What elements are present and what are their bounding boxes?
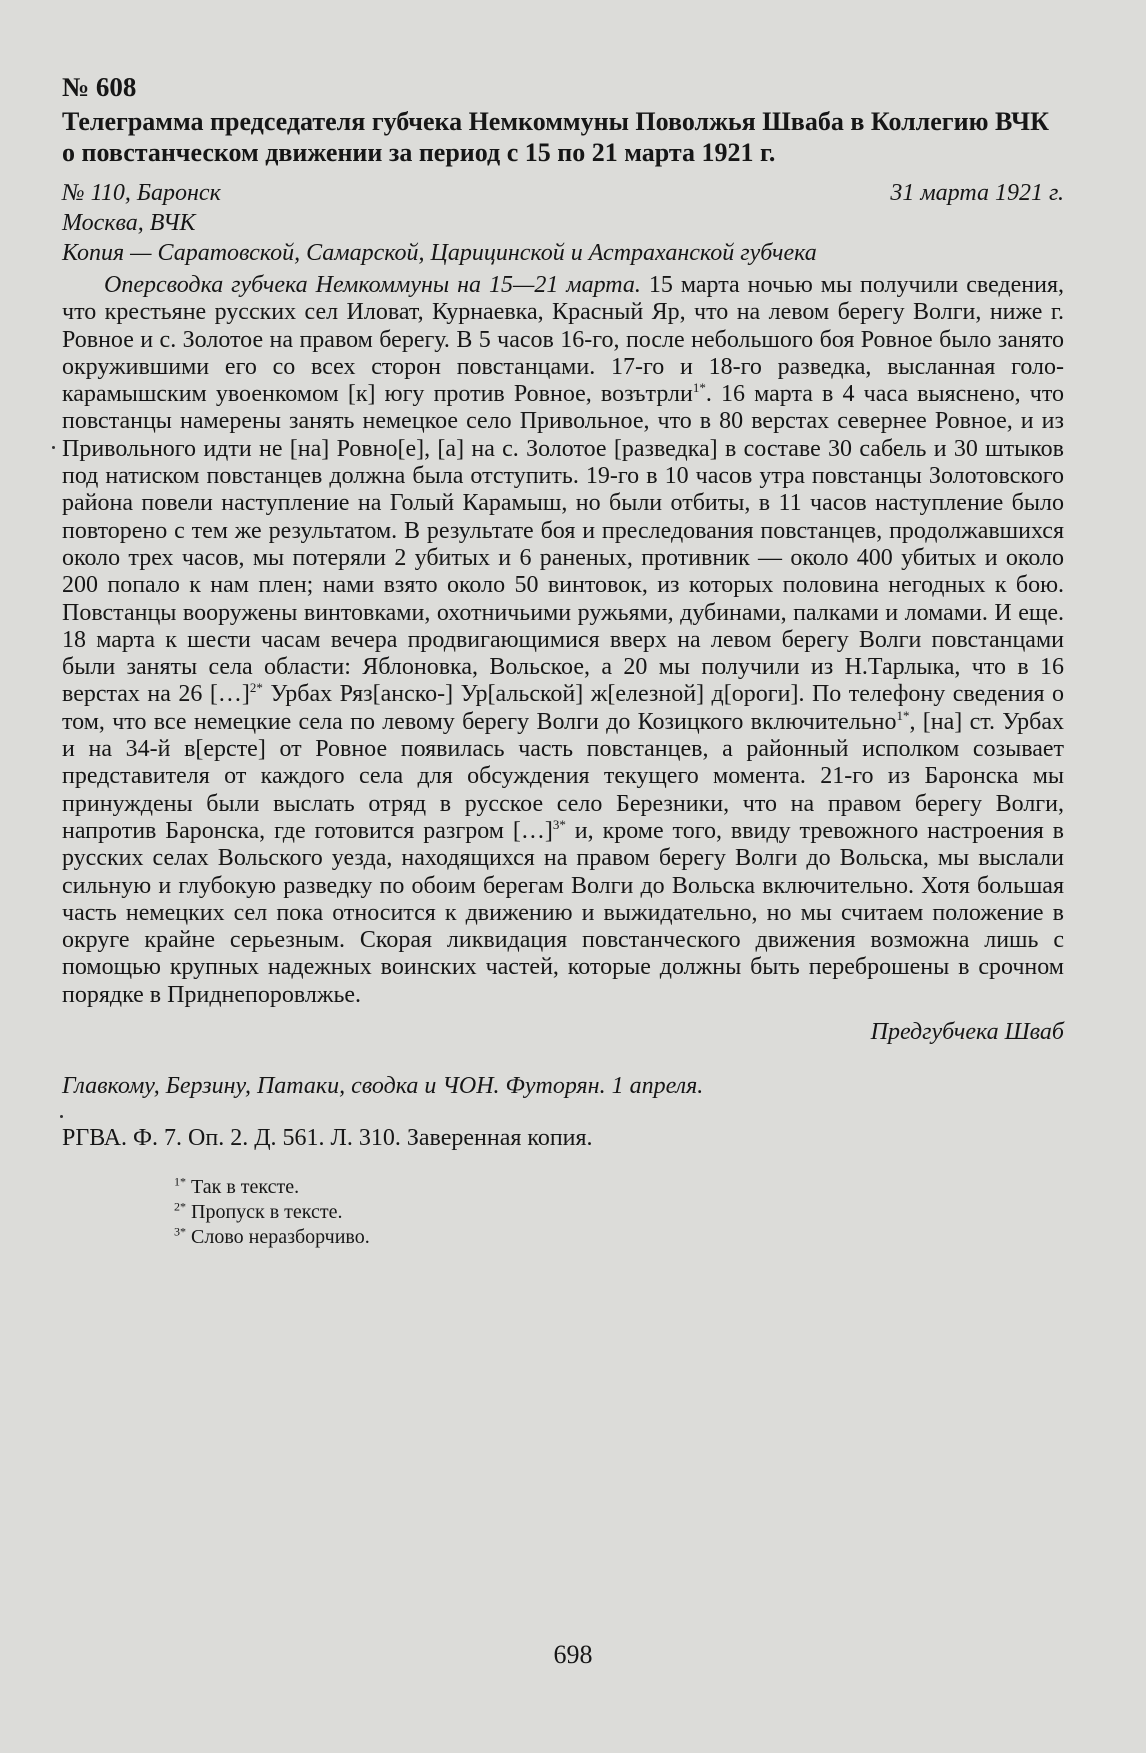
footnote-ref-1: 1* — [692, 380, 706, 396]
footnote-mark: 3* — [174, 1224, 186, 1239]
footnote-ref-3: 1* — [896, 707, 910, 723]
footnote — [174, 1225, 1064, 1250]
document-date: 31 марта 1921 г. — [890, 180, 1064, 206]
footnote-mark: 1* — [174, 1174, 186, 1189]
document-meta-row — [62, 178, 1064, 208]
document-body — [62, 272, 1064, 1009]
document-copy-to: Копия — Саратовской, Самарской, Царицинской и Астраханской губчека — [62, 240, 817, 266]
footnote-text: Слово неразборчиво. — [186, 1226, 370, 1249]
body-part-3: Урбах Ряз[анско-] Ур[альской] ж[елезной] д[ороги]. По телефону сведения о том, что все немецкие села по левому берегу Волги до Козицкого включительно — [62, 681, 1064, 735]
footnote-text: Так в тексте. — [186, 1176, 300, 1199]
footnote-text: Пропуск в тексте. — [186, 1201, 343, 1224]
body-part-2: . 16 марта в 4 часа выяснено, что повстанцы намерены занять немецкое село Привольное, что в 80 верстах севернее Ровное, и из Привольного идти не [на] Ровно[е], [а] на с. Золотое [разведка] в составе 30 сабель и 30 штыков под натиском повстанцев должна была отступить. 19-го в 10 часов утра повстанцы Золотовского района повели наступление на Голый Карамыш, но были отбиты, в 11 часов наступление было повторено с тем же результатом. В результате боя и преследования повстанцев, продолжавшихся около трех часов, мы потеряли 2 убитых и 6 раненых, противник — около 400 убитых и около 200 попало к нам плен; нами взято около 50 винтовок, из которых половина негодных к бою. Повстанцы вооружены винтовками, охотничьими ружьями, дубинами, палками и ломами. И еще. 18 марта к шести часам вечера продвигающимися вверх на левом берегу Волги повстанцами были заняты села области: Яблоновка, Вольское, а 20 мы получили из Н.Тарлыка, что в 16 верстах на 26 […] — [62, 381, 1064, 708]
scan-speck — [60, 1115, 63, 1118]
document-addressee: Москва, ВЧК — [62, 210, 196, 236]
document-content — [62, 70, 1064, 1250]
scan-speck — [52, 446, 55, 449]
footnote-mark: 2* — [174, 1199, 186, 1214]
archive-reference: РГВА. Ф. 7. Оп. 2. Д. 561. Л. 310. Заверенная копия. — [62, 1125, 593, 1152]
footnote-ref-4: 3* — [552, 816, 566, 832]
routing-note: Главкому, Берзину, Патаки, сводка и ЧОН. Футорян. 1 апреля. — [62, 1073, 704, 1100]
footnote — [174, 1200, 1064, 1225]
signature: Предгубчека Шваб — [870, 1019, 1064, 1046]
footnote-ref-2: 2* — [249, 680, 263, 696]
body-part-4: , [на] ст. Урбах и на 34-й в[ерсте] от Ровное появилась часть повстанцев, а районный исполком созывает представителя от каждого села для обсуждения текущего момента. 21-го из Баронска мы принуждены были выслать отряд в русское село Березники, что на правом берегу Волги, напротив Баронска, где готовится разгром […] — [62, 708, 1065, 844]
body-lead: Оперсводка губчека Немкоммуны на 15—21 марта. — [104, 272, 641, 298]
page-number: 698 — [553, 1640, 593, 1669]
document-reference: № 110, Баронск — [62, 180, 221, 206]
footnotes — [174, 1175, 1064, 1250]
body-part-5: и, кроме того, ввиду тревожного настроения в русских селах Вольского уезда, находящихся на правом берегу Волги до Вольска, мы выслали сильную и глубокую разведку по обоим берегам Волги до Вольска включительно. Хотя большая часть немецких сел пока относится к движению и выжидательно, но мы считаем положение в округе крайне серьезным. Скорая ликвидация повстанческого движения возможна лишь с помощью крупных надежных воинских частей, которые должны быть переброшены в срочном порядке в Приднепоровлжье. — [62, 817, 1064, 1008]
footnote — [174, 1175, 1064, 1200]
body-part-1: 15 марта ночью мы получили сведения, что крестьяне русских сел Иловат, Курнаевка, Красный Яр, что на левом берегу Волги, ниже г. Ровное и с. Золотое на правом берегу. В 5 часов 16-го, после небольшого боя Ровное было занято окружившими его со всех сторон повстанцами. 17-го и 18-го разведка, высланная голо-карамышским увоенкомом [к] югу против Ровное, возътрли — [62, 272, 1065, 408]
document-number: № 608 — [62, 72, 137, 102]
document-title: Телеграмма председателя губчека Немкоммуны Поволжья Шваба в Коллегию ВЧК о повстанческом движении за период с 15 по 21 марта 1921 г. — [62, 107, 1049, 167]
